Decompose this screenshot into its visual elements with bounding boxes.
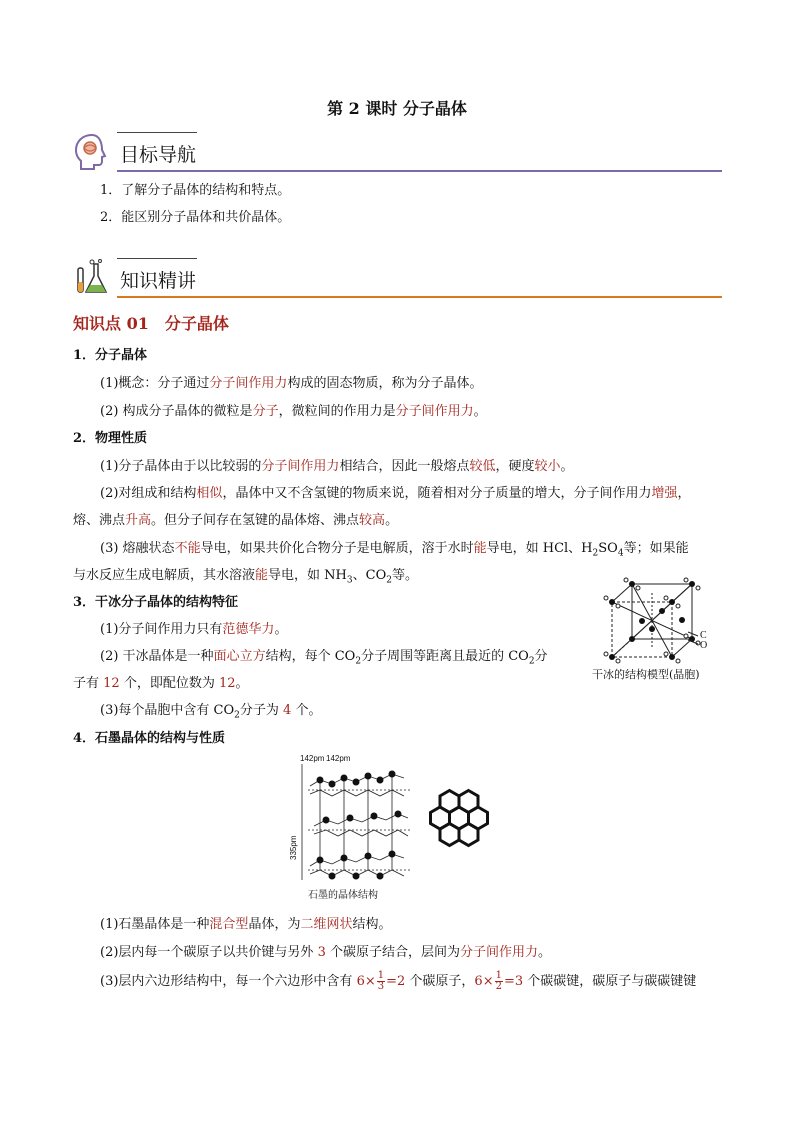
section-header-goals	[72, 132, 722, 172]
brain-head-icon	[72, 132, 112, 172]
dry-ice-figure	[592, 574, 742, 684]
para-1a: (1)概念：分子通过分子间作用力构成的固态物质，称为分子晶体。	[100, 376, 483, 391]
section-header-knowledge	[72, 258, 722, 298]
label-oxygen: O	[700, 640, 708, 651]
graphite-structure-diagram	[290, 750, 520, 900]
para-3d: (3)每个晶胞中含有 $CO_2$分子为 4 个。	[100, 703, 322, 721]
heading-2: 2．物理性质	[73, 431, 148, 446]
para-4a: (1)石墨晶体是一种混合型晶体，为二维网状结构。	[100, 917, 392, 932]
goal-item-2: 2．能区别分子晶体和共价晶体。	[100, 210, 291, 225]
para-2c: 熔、沸点升高。但分子间存在氢键的晶体熔、沸点较高。	[73, 513, 399, 528]
fraction-one-half: $\frac{1}{2}$	[495, 970, 502, 992]
para-2a: (1)分子晶体由于以比较弱的分子间作用力相结合，因此一般熔点较低，硬度较小。	[100, 459, 574, 474]
graphite-figure	[290, 750, 520, 900]
graphite-dim-3: 335pm	[289, 835, 298, 860]
label-carbon: C	[700, 630, 707, 641]
fraction-one-third: $\frac{1}{3}$	[377, 970, 385, 992]
dry-ice-caption: 干冰的结构模型(晶胞)	[592, 668, 700, 681]
heading-3: 3．干冰分子晶体的结构特征	[73, 595, 239, 610]
graphite-dim-1: 142pm	[300, 754, 325, 763]
para-4c: (3)层内六边形结构中，每一个六边形中含有 6× $\frac{1}{3}$ =2 个碳原子，6× $\frac{1}{2}$ =3 个碳碳键，碳原子与碳碳键键	[100, 970, 697, 992]
dry-ice-unit-cell-diagram	[592, 574, 742, 666]
heading-4: 4．石墨晶体的结构与性质	[73, 731, 226, 746]
section-title-knowledge: 知识精讲	[120, 270, 197, 292]
heading-1: 1．分子晶体	[73, 348, 148, 363]
para-2b: (2)对组成和结构相似，晶体中又不含氢键的物质来说，随着相对分子质量的增大，分子间作用力增强，	[100, 486, 691, 501]
page-title: 第 2 课时 分子晶体	[327, 99, 467, 118]
para-3c: 子有 12 个，即配位数为 12。	[73, 676, 249, 691]
section-title-goals: 目标导航	[120, 144, 197, 166]
para-2e: 与水反应生成电解质，其水溶液能导电，如 $NH_3$、$CO_2$等。	[73, 568, 418, 586]
para-3b: (2) 干冰晶体是一种面心立方结构，每个 $CO_2$分子周围等距离且最近的 $CO_2$分	[100, 649, 548, 667]
graphite-dim-2: 142pm	[326, 754, 351, 763]
goal-item-1: 1．了解分子晶体的结构和特点。	[100, 183, 291, 198]
para-2d: (3) 熔融状态不能导电，如果共价化合物分子是电解质，溶于水时能导电，如 HCl、$H_2SO_4$等；如果能	[100, 541, 689, 559]
para-1b: (2) 构成分子晶体的微粒是分子，微粒间的作用力是分子间作用力。	[100, 404, 487, 419]
graphite-caption: 石墨的晶体结构	[308, 890, 378, 901]
lab-flask-icon	[72, 258, 112, 298]
para-3a: (1)分子间作用力只有范德华力。	[100, 622, 288, 637]
para-4b: (2)层内每一个碳原子以共价键与另外 3 个碳原子结合，层间为分子间作用力。	[100, 945, 552, 960]
knowledge-point-title: 知识点 01 分子晶体	[73, 314, 229, 333]
